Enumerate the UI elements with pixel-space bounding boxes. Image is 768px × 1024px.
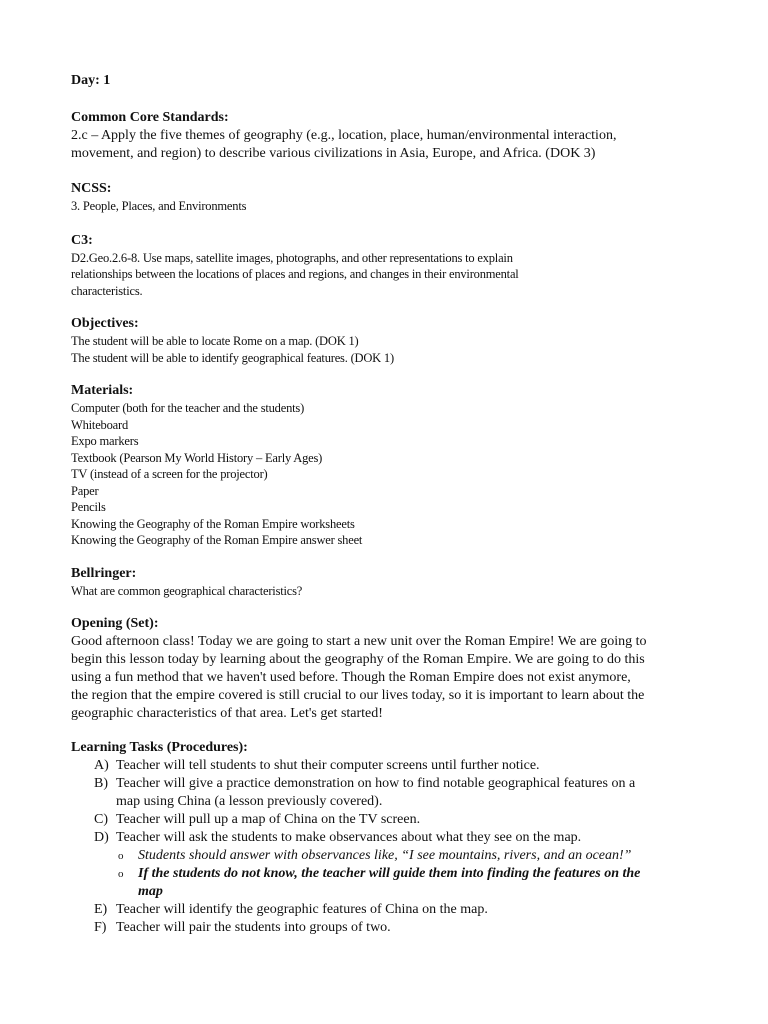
- task-letter: D): [94, 830, 109, 845]
- document-page: [71, 72, 711, 937]
- c3-line: characteristics.: [71, 283, 143, 298]
- day-heading: Day: 1: [71, 73, 111, 88]
- common-core-heading: Common Core Standards:: [71, 110, 229, 125]
- opening-line: the region that the empire covered is still crucial to our lives today, so it is important to learn about the: [71, 688, 645, 703]
- task-item: [71, 757, 711, 775]
- material-item: Expo markers: [71, 434, 139, 448]
- task-item: [71, 901, 711, 919]
- task-d-sub-list: [71, 847, 711, 901]
- objective-line: The student will be able to locate Rome on a map. (DOK 1): [71, 334, 359, 348]
- task-list: [71, 757, 711, 847]
- task-text: Teacher will pull up a map of China on the TV screen.: [116, 812, 421, 827]
- task-letter: A): [94, 758, 109, 773]
- sub-task-text: If the students do not know, the teacher will guide them into finding the features on the: [138, 866, 641, 881]
- sub-task-item: [71, 847, 711, 865]
- task-item: [71, 829, 711, 847]
- material-item: TV (instead of a screen for the projector): [71, 467, 268, 481]
- task-text: Teacher will identify the geographic features of China on the map.: [116, 902, 488, 917]
- c3-line: relationships between the locations of places and regions, and changes in their environmental: [71, 267, 519, 281]
- task-text: Teacher will ask the students to make observances about what they see on the map.: [116, 830, 582, 845]
- c3-section: [71, 232, 711, 300]
- task-item: [71, 919, 711, 937]
- learning-tasks-heading: Learning Tasks (Procedures):: [71, 740, 248, 755]
- ncss-section: [71, 180, 711, 215]
- opening-line: Good afternoon class! Today we are going to start a new unit over the Roman Empire! We are going to: [71, 634, 647, 649]
- material-item: Knowing the Geography of the Roman Empire worksheets: [71, 516, 355, 531]
- bellringer-line: What are common geographical characteristics?: [71, 583, 303, 598]
- ncss-heading: NCSS:: [71, 181, 112, 196]
- bellringer-section: [71, 565, 711, 600]
- materials-heading: Materials:: [71, 383, 134, 398]
- opening-line: geographic characteristics of that area. Let's get started!: [71, 706, 383, 721]
- sub-task-text: map: [138, 884, 163, 899]
- materials-section: [71, 382, 711, 549]
- ncss-line: 3. People, Places, and Environments: [71, 199, 247, 213]
- common-core-line: 2.c – Apply the five themes of geography (e.g., location, place, human/environmental interaction,: [71, 128, 617, 143]
- task-text: map using China (a lesson previously covered).: [116, 794, 383, 809]
- learning-tasks-section: [71, 739, 711, 937]
- material-item: Knowing the Geography of the Roman Empire answer sheet: [71, 533, 363, 547]
- common-core-section: [71, 109, 711, 163]
- bellringer-heading: Bellringer:: [71, 565, 137, 581]
- material-item: Paper: [71, 483, 99, 498]
- material-item: Whiteboard: [71, 417, 129, 432]
- opening-heading: Opening (Set):: [71, 616, 159, 631]
- sub-task-item: [71, 865, 711, 901]
- material-item: Computer (both for the teacher and the students): [71, 401, 305, 415]
- task-letter: F): [94, 920, 107, 935]
- circle-bullet-icon: o: [118, 868, 124, 880]
- c3-line: D2.Geo.2.6-8. Use maps, satellite images, photographs, and other representations to explain: [71, 250, 513, 265]
- task-text: Teacher will pair the students into groups of two.: [116, 920, 391, 935]
- opening-section: [71, 615, 711, 723]
- task-item: [71, 811, 711, 829]
- task-letter: C): [94, 812, 108, 827]
- c3-heading: C3:: [71, 232, 93, 248]
- opening-line: begin this lesson today by learning about the geography of the Roman Empire. We are going to do this: [71, 652, 645, 667]
- sub-task-text: Students should answer with observances like, “I see mountains, rivers, and an ocean!”: [138, 848, 632, 863]
- task-text: Teacher will give a practice demonstration on how to find notable geographical features on a: [116, 776, 636, 791]
- objectives-section: [71, 315, 711, 366]
- task-letter: B): [94, 776, 108, 791]
- opening-line: using a fun method that we haven't used before. Though the Roman Empire does not exist anymore,: [71, 670, 631, 685]
- objective-line: The student will be able to identify geographical features. (DOK 1): [71, 350, 394, 365]
- common-core-line: movement, and region) to describe various civilizations in Asia, Europe, and Africa. (DOK 3): [71, 146, 596, 161]
- task-letter: E): [94, 902, 108, 917]
- task-list-continued: [71, 901, 711, 937]
- task-item: [71, 775, 711, 811]
- material-item: Textbook (Pearson My World History – Early Ages): [71, 450, 323, 465]
- objectives-heading: Objectives:: [71, 316, 139, 331]
- task-text: Teacher will tell students to shut their computer screens until further notice.: [116, 758, 540, 773]
- material-item: Pencils: [71, 500, 106, 514]
- circle-bullet-icon: o: [118, 850, 124, 862]
